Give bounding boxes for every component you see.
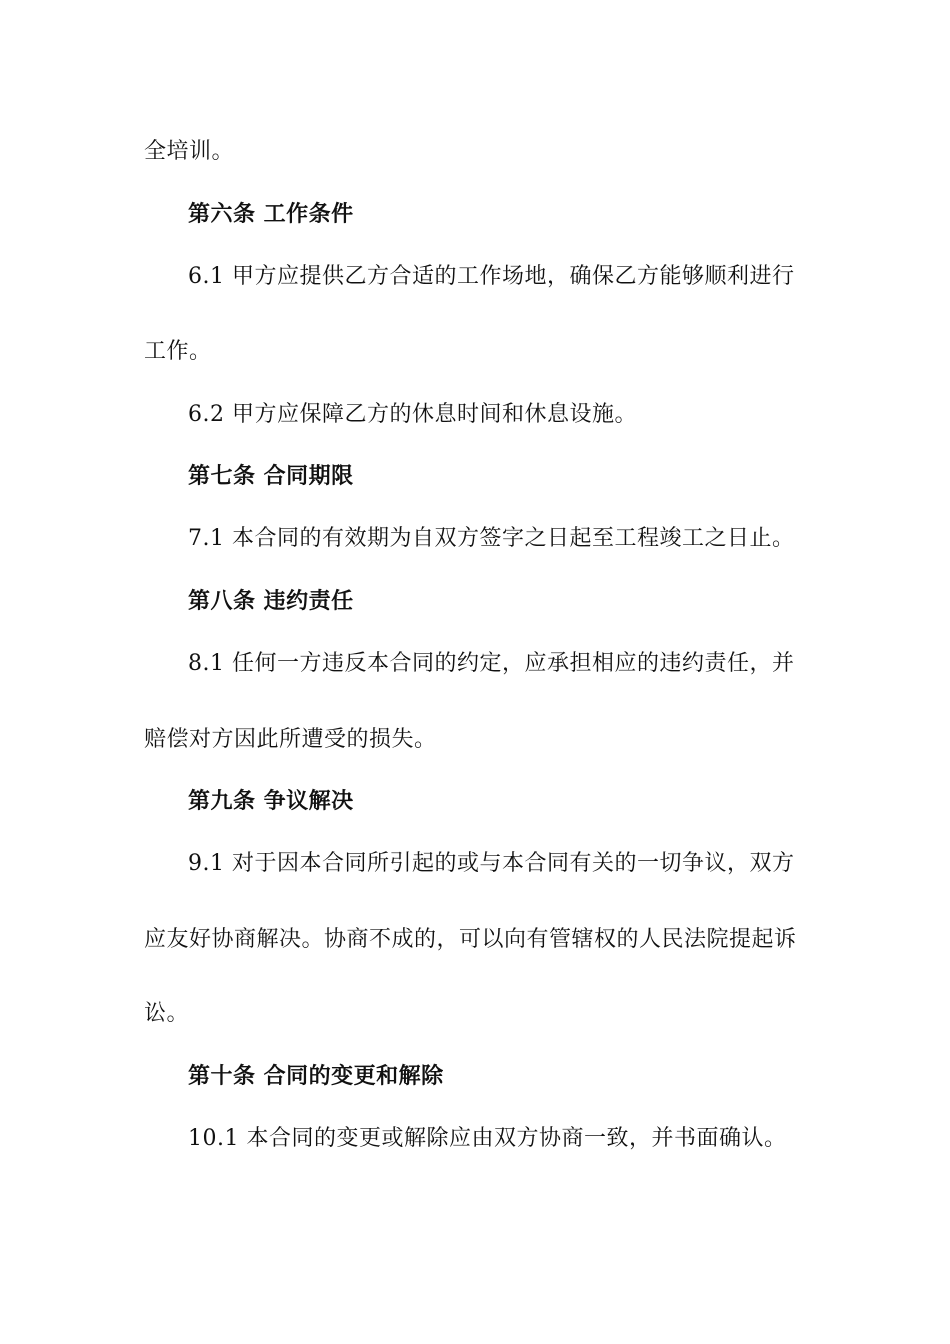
section-heading-article-7: 第七条 合同期限 [188, 464, 354, 489]
section-heading-article-6: 第六条 工作条件 [188, 202, 354, 227]
section-heading-article-9: 第九条 争议解决 [188, 789, 354, 814]
clause-9-1: 9.1 对于因本合同所引起的或与本合同有关的一切争议，双方 [188, 851, 795, 876]
clause-6-1: 6.1 甲方应提供乙方合适的工作场地，确保乙方能够顺利进行 [188, 264, 795, 289]
clause-6-2: 6.2 甲方应保障乙方的休息时间和休息设施。 [188, 402, 637, 427]
clause-7-1: 7.1 本合同的有效期为自双方签字之日起至工程竣工之日止。 [188, 526, 795, 551]
clause-9-1-continuation: 应友好协商解决。协商不成的，可以向有管辖权的人民法院提起诉 [144, 927, 797, 952]
clause-9-1-continuation-2: 讼。 [144, 1001, 190, 1026]
section-heading-article-10: 第十条 合同的变更和解除 [188, 1064, 444, 1089]
clause-8-1: 8.1 任何一方违反本合同的约定，应承担相应的违约责任，并 [188, 651, 795, 676]
clause-10-1: 10.1 本合同的变更或解除应由双方协商一致，并书面确认。 [188, 1126, 787, 1151]
section-heading-article-8: 第八条 违约责任 [188, 589, 354, 614]
paragraph-continuation: 全培训。 [144, 139, 235, 164]
clause-8-1-continuation: 赔偿对方因此所遭受的损失。 [144, 727, 437, 752]
clause-6-1-continuation: 工作。 [144, 339, 212, 364]
